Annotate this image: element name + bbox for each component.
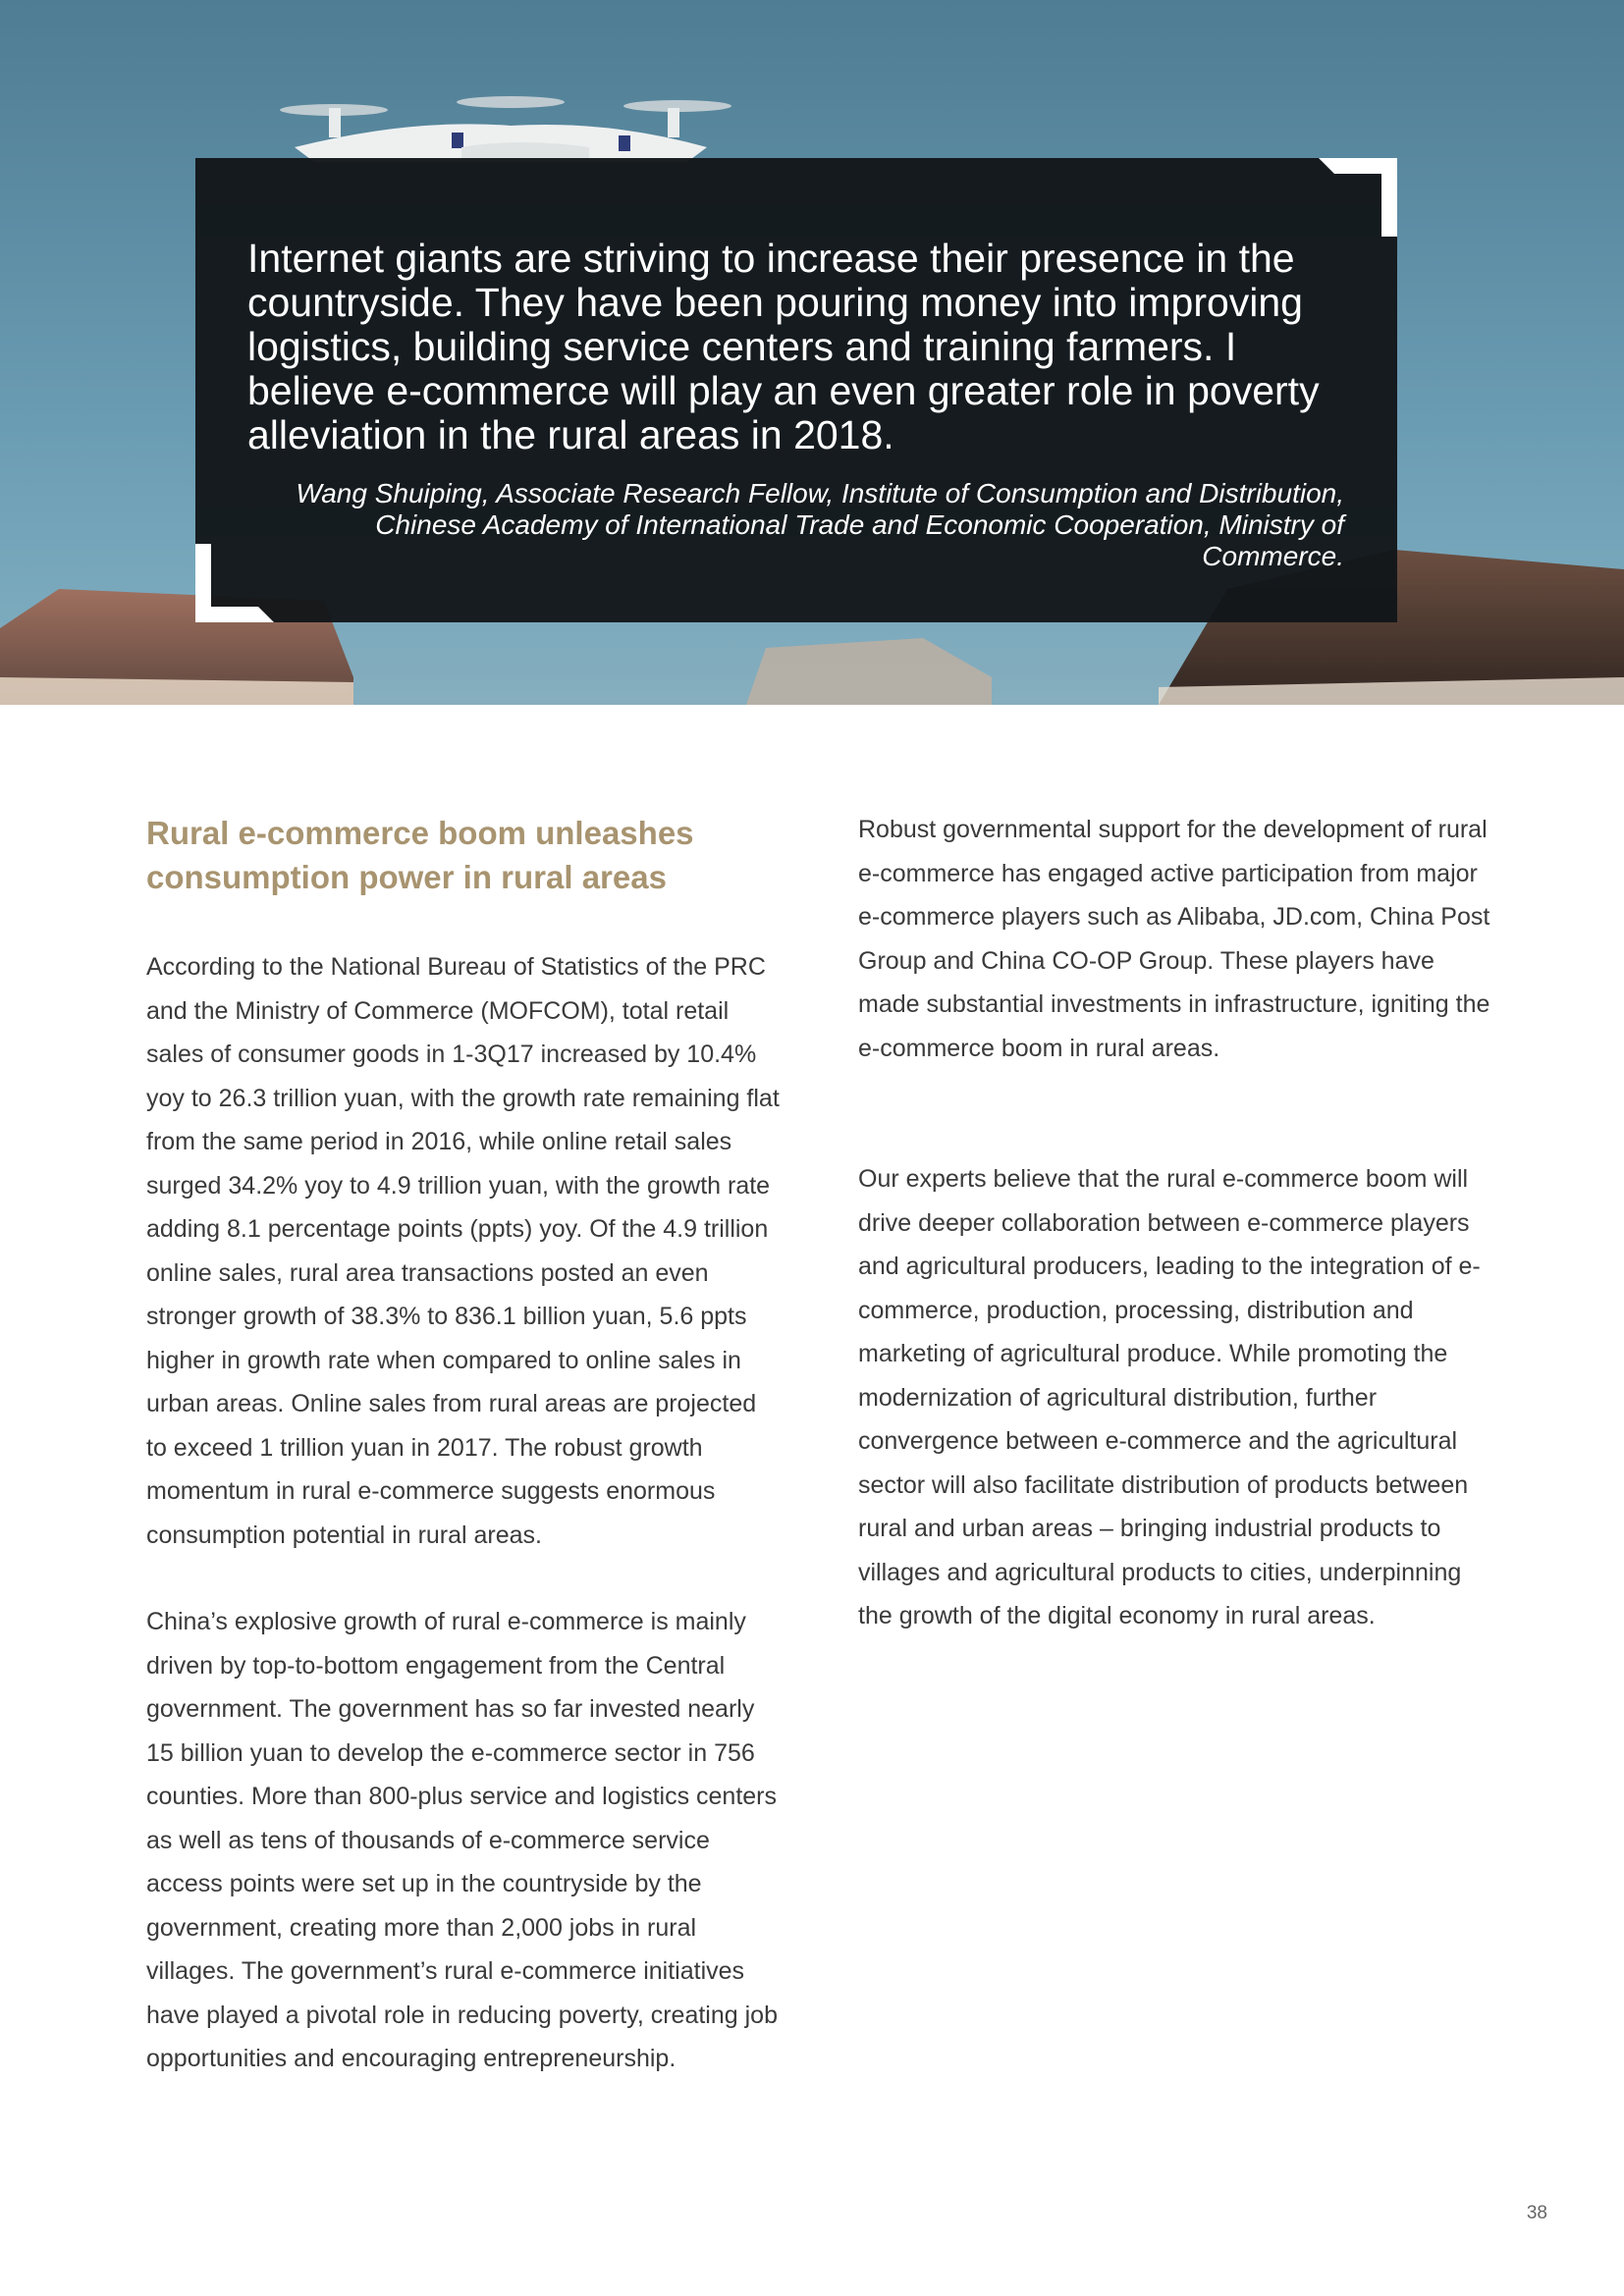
pull-quote: Internet giants are striving to increase their presence in the countryside. They have been pouring money into improving logistics, building service centers and training farmers. I believe e-commerce will play an even greater role in poverty alleviation in the rural areas in 2018. — [247, 236, 1320, 457]
page-number: 38 — [1526, 2203, 1547, 2223]
corner-bracket-bottom-left-icon — [195, 544, 274, 622]
drone-icon — [280, 96, 731, 162]
corner-bracket-top-right-icon — [1319, 158, 1397, 237]
left-paragraph-2: China’s explosive growth of rural e-commerce is mainly driven by top-to-bottom engagement from the Central government. The government has so far invested nearly 15 billion yuan to develop the e-commerce sector in 756 counties. More than 800-plus service and logistics centers as well as tens of thousands of e-commerce service access points were set up in the countryside by the government, creating more than 2,000 jobs in rural villages. The government’s rural e-commerce initiatives have played a pivotal role in reducing poverty, creating job opportunities and encouraging entrepreneurship. — [146, 1608, 778, 2072]
attribution-line-2: Chinese Academy of International Trade and Economic Cooperation, Ministry of Commerce. — [375, 509, 1344, 571]
quote-attribution — [235, 478, 1344, 572]
rooftop-middle — [746, 638, 992, 705]
right-paragraph-2: Our experts believe that the rural e-commerce boom will drive deeper collaboration between e-commerce players and agricultural producers, leading to the integration of e-commerce, production, processing, distribution and marketing of agricultural produce. While promoting the modernization of agricultural distribution, further convergence between e-commerce and the agricultural sector will also facilitate distribution of products between rural and urban areas – bringing industrial products to villages and agricultural products to cities, underpinning the growth of the digital economy in rural areas. — [858, 1165, 1481, 1629]
attribution-line-1: Wang Shuiping, Associate Research Fellow, Institute of Consumption and Distribution, — [296, 478, 1344, 508]
left-paragraph-1: According to the National Bureau of Statistics of the PRC and the Ministry of Commerce (MOFCOM), total retail sales of consumer goods in 1-3Q17 increased by 10.4% yoy to 26.3 trillion yuan, with the growth rate remaining flat from the same period in 2016, while online retail sales surged 34.2% yoy to 4.9 trillion yuan, with the growth rate adding 8.1 percentage points (ppts) yoy. Of the 4.9 trillion online sales, rural area transactions posted an even stronger growth of 38.3% to 836.1 billion yuan, 5.6 ppts higher in growth rate when compared to online sales in urban areas. Online sales from rural areas are projected to exceed 1 trillion yuan in 2017. The robust growth momentum in rural e-commerce suggests enormous consumption potential in rural areas. — [146, 953, 780, 1549]
right-paragraph-1: Robust governmental support for the development of rural e-commerce has engaged active participation from major e-commerce players such as Alibaba, JD.com, China Post Group and China CO-OP Group. These players have made substantial investments in infrastructure, igniting the e-commerce boom in rural areas. — [858, 816, 1490, 1062]
section-heading: Rural e-commerce boom unleashes consumption power in rural areas — [146, 815, 694, 895]
hero-banner — [0, 0, 1624, 705]
quote-box — [195, 158, 1397, 622]
